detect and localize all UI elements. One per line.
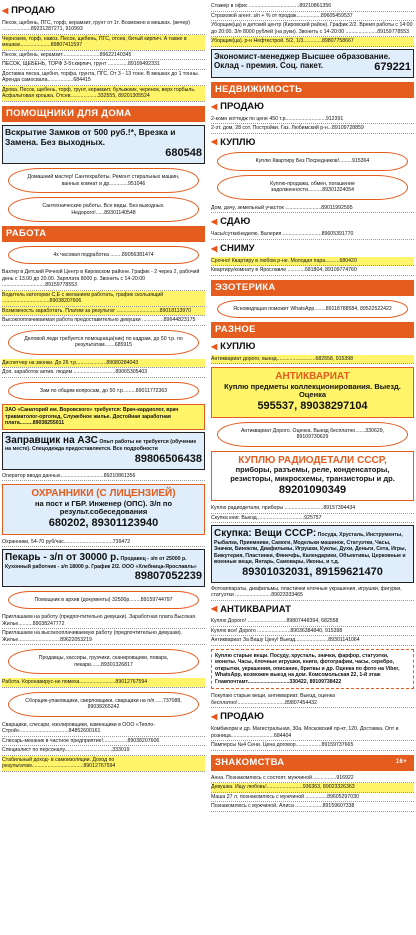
- classified-ad: Маша 27 л. познакомлюсь с мужчиной ...............89605297030: [211, 793, 414, 803]
- classified-ad: Скупка книг. Выезд.................................925757: [211, 514, 414, 524]
- ad-sanatoriy: ЗАО «Санаторий им. Воровского» требуется: Врач-кардиолог, врач травматолог-ортопед, Служебное жилье. Достойная заработная плата.........89038255011: [2, 404, 205, 430]
- classified-ad: Фотоаппараты, диафильмы, пластинки елочные украшения, игрушки, фигурки, статуэтки .........................89023333465: [211, 585, 414, 601]
- ad-oval: Куплю-продажа, обмен, погашение задолженности..........89301324054: [217, 175, 408, 200]
- category-prodayu: ◀ ПРОДАЮ: [2, 5, 55, 16]
- ad-starye-veshi: Куплю старые вещи. Посуду, хрусталь, значки, фарфор, статуэтки, монеты. Часы, ёлочные игрушки, книги, фотографии, часы, серебро, открытки, украшения, описание, бритвы и др. Оценка по фото на Viber, WhatsApp, возможен выезд на дом. Комсомольская 22, 1-й этаж Главпочтамт.............................330422, 89109738422: [211, 649, 414, 690]
- classified-ad: Покупаю старые вещи, антиквариат. Выезд, оценка бесплатно!.................................89807454432: [211, 692, 414, 708]
- classified-ad: Уборщик(ца). р-н Нефтестрой. 5/2, 1/3.............89807758667: [211, 37, 414, 47]
- section-pomoshniki: ПОМОЩНИКИ ДЛЯ ДОМА: [2, 106, 205, 122]
- triangle-icon: ◀: [211, 217, 218, 227]
- classified-ad: Стабильный доход- в самоизоляции. Доход по результатам....................................89012767594: [2, 756, 205, 772]
- classified-ad: Антиквариат За Вашу Цену! Выезд.......................89301141064: [211, 636, 414, 646]
- triangle-icon: ◀: [211, 712, 218, 722]
- classified-ad: Часы/сутки/неделю. Валерия ...........................89605391770: [211, 230, 414, 240]
- classified-ad: Слесарь-механик в частное предприятие!.................89038207606: [2, 737, 205, 747]
- left-column: [2, 2, 205, 772]
- classified-ad: Доп. заработок актив. людям .............................89065305403: [2, 368, 205, 378]
- classified-ad: Высокооплачиваемая работа предоставительно девушки ...............89644823175: [2, 316, 205, 326]
- classified-ad: Специалист по персоналу.................................333019: [2, 746, 205, 756]
- ad-azs: Заправщик на АЗС Опыт работы не требуется (обучение на месте). Спецодежда предоставляется. Все подробности 89806506438: [2, 432, 205, 470]
- triangle-icon: ◀: [211, 341, 218, 351]
- classified-ad: Песок, щебень, ПГС, торф, керамзит, грунт от 1т. Возможно в мешках. (вечер) ....................89231287271, 910993: [2, 19, 205, 35]
- ad-radiodetali: КУПЛЮ РАДИОДЕТАЛИ СССР, приборы, разъемы, реле, конденсаторы, резисторы, микросхемы, транзисторы и др. 89201090349: [211, 451, 414, 502]
- category-prodayu: ◀ ПРОДАЮ: [211, 711, 264, 723]
- classified-ad: Приглашаем на высокооплачиваемую работу (предпочтительно девушки). Жилье.............................89622053219: [2, 629, 205, 645]
- ad-skupka: Скупка: Вещи СССР: Посуда, Хрусталь, Инструменты, Рыбалка, Приемники, Самоги, Модельки машинок, Статуэтки, Часы, Значки, Бинокли, Диафильмы, Игрушки, Куклы, Духи, Деньги, Сета, Игры, Бижутерия, Пластинки, Фянечфь, Календарики, Объективы, Церковные и военные вещи, Янтарь, Самовары, Иконы, и т.д. 89301032031, 89159621470: [211, 525, 414, 582]
- classified-ad: Возможность заработать. Платим за результат ..............................89018113970: [2, 307, 205, 317]
- ad-zamki: Вскрытие Замков от 500 руб.!*, Врезка и Замена. Без выходных. 680548: [2, 125, 205, 164]
- category-kuplyu: ◀ КУПЛЮ: [211, 340, 256, 352]
- classified-ad: Стажер в офис ...................................89210861356: [211, 2, 414, 12]
- ad-oval: Ясновидящая поможет WhatsApp........89118788584, 89522522422: [217, 300, 408, 319]
- section-nedvizhimost: НЕДВИЖИМОСТЬ: [211, 82, 414, 98]
- ad-antikvariat: АНТИКВАРИАТ Куплю предметы коллекционирования. Выезд. Оценка 595537, 89038297104: [211, 367, 414, 418]
- classified-ad: Срочно! Квартиру в любом р-не. Молодая пара..........680420: [211, 257, 414, 267]
- classified-ad: Уборщик(ца) в детский центр (Кировский район). График 2/2. Время работы с 14:00 до 20:00. З/п 8000 рублей (на руки). Звонить с 14-20:00 ......................89159778553: [211, 21, 414, 37]
- classified-ad: Комбикорм и др. Магистральная, 30а. Московский пр-кт, 120. Доставка. Опт и розница..............................684404: [211, 725, 414, 741]
- ad-pekar: Пекарь - з/п от 30000 р. Продавец - з/п от 25000 р. Кухонный работник - з/п 18000 р. График 2/2. ООО «Хлебница-Ярославль» 89807052239: [2, 549, 205, 587]
- classified-ad: Диспетчер на звонки. До 26 т.р.....................89080284043: [2, 359, 205, 369]
- ad-ohranniki: ОХРАННИКИ (С ЛИЦЕНЗИЕЙ) на пост и ГБР. Инженер (ОПС). З/п по результ.собеседования 680202, 89301123940: [2, 484, 205, 535]
- classified-ad: Познакомлюсь с мужчиной. Алиса ...................89159607338: [211, 802, 414, 812]
- classified-ad: Вахтер в Детский Речной Центр в Кировском районе. График - 2 через 2, рабочий день с 13.00 до 20.00. Зарплата 8000 р. Звонить с 14-20:00 ..............................89159778553: [2, 268, 205, 291]
- age-badge: 16+: [393, 757, 410, 769]
- ad-oval: Сантехнические работы. Все виды. Без выходных. Недорого!......89301140548: [8, 197, 199, 222]
- section-rabota: РАБОТА: [2, 226, 205, 242]
- classified-ad: Куплю все! Дорого .......................89036384840, 915398: [211, 627, 414, 637]
- ad-oval: Домашний мастер! Сантехработы. Ремонт стиральных машин, ванных комнат и др.............951046: [8, 168, 199, 193]
- classified-ad: Сварщики, слесари, изолировщики, каменщики в ООО «Тепло-Строй»..................................84852600161: [2, 721, 205, 737]
- triangle-icon: ◀: [211, 101, 218, 111]
- classified-ad: 2-эт. дом, 28 сот. Постройки. Газ. Любимский р-н...89109728859: [211, 124, 414, 134]
- classified-ad: Памперсы №4 Сени. Цена договор..................89159737665: [211, 741, 414, 751]
- ad-economist: Экономист-менеджер Высшее образование. Оклад - премия. Соц. пакет. 679221: [211, 49, 414, 78]
- classified-ad: Анна. Познакомлюсь с состоят. мужчиной.................916922: [211, 774, 414, 784]
- ad-oval: Куплю Квартиру Без Посредников!.........915364: [217, 152, 408, 171]
- category-kuplyu: ◀ КУПЛЮ: [211, 136, 256, 148]
- ad-oval: Антиквариат Дорого. Оценка. Выезд бесплатно.......330629, 89109730629: [217, 422, 408, 447]
- classified-ad: 2-комн коттедж по цене 450 т.р............................912391: [211, 115, 414, 125]
- classified-ad: Квартиру/комнату в Ярославле ............681804, 89109774760: [211, 266, 414, 276]
- ad-oval: Продавцы, кассиры, грузчики, сканировщики, повара, пекари.......89301326817: [8, 649, 199, 674]
- classified-ad: Охранники, 54-70 руб/час..................................739472: [2, 538, 205, 548]
- classified-ad: ПЕСОК, ЩЕБЕНЬ, ТОРФ 3-5т.кирпич, грунт ..............89109492331: [2, 60, 205, 70]
- category-sdayu: ◀ СДАЮ: [211, 216, 251, 228]
- section-ezoterika: ЭЗОТЕРИКА: [211, 280, 414, 296]
- classified-ad: Работа. Коронавирус-не помеха.........................89012767594: [2, 678, 205, 688]
- classified-ad: Девушка. Ищу любовь!.........................936363, 89023326363: [211, 783, 414, 793]
- classified-ad: Куплю Дорого! ...........................89807448394, 682558: [211, 617, 414, 627]
- classified-ad: Песок, щебень, керамзит..........................89622140345: [2, 51, 205, 61]
- category-prodayu: ◀ ПРОДАЮ: [211, 100, 264, 112]
- ad-oval: Сборщик-упаковщики, сверловщики, сварщики на п/п......737088, 89038265242: [8, 692, 199, 717]
- ad-oval: Зам по общим вопросам, до 50 т.р.........89011772363: [8, 382, 199, 401]
- ad-oval: Деловой леди требуется помощница(ник) по кадрам, до 50 т.р. по результатам.......685915: [8, 330, 199, 355]
- triangle-icon: ◀: [211, 604, 218, 614]
- classified-ad: Дом, дачу, земельный участок .........................89011992595: [211, 204, 414, 214]
- classified-ad: Антиквариат дорого, выезд...........................682558, 915398: [211, 355, 414, 365]
- classified-ad: Страховой агент. з/п + % от продаж.................89605459537: [211, 12, 414, 22]
- triangle-icon: ◀: [211, 243, 218, 253]
- classified-ad: Чернозем, торф, навоз. Песок, щебень, ПГС, отсев, битый кирпич. А также в мешках.....................89807411597: [2, 35, 205, 51]
- category-snimu: ◀ СНИМУ: [211, 242, 255, 254]
- ad-oval: 4х часовая подработка ........89056381474: [8, 246, 199, 265]
- triangle-icon: ◀: [2, 5, 9, 15]
- triangle-icon: ◀: [211, 137, 218, 147]
- classified-ad: Доставка песка, щебня, торфа, грунта, ПГС. От 3 - 13 тонн. В мешках до 1 тонны. Аренда самосвала..................684415: [2, 70, 205, 86]
- classified-ad: Водитель категории С,Е с желанием работать, график скользящий .................................89038207606: [2, 291, 205, 307]
- classified-ad: Куплю радиодетали, приборы ...........................89157394434: [211, 504, 414, 514]
- classified-ad: Дрова. Песок, щебень, торф, грунт, керамзит, булыжник, черенок, верх горбыль. Асфальтовая крошка. Отсев...................332555, 89201305524: [2, 86, 205, 102]
- section-raznoe: РАЗНОЕ: [211, 322, 414, 338]
- right-column: [211, 2, 414, 812]
- classified-ad: Оператор ввода данных..............................89210861356: [2, 472, 205, 482]
- classified-ad: Приглашаем на работу (предпочтительно девушки). Заработная плата Высокая. Жилье..........89038247772: [2, 613, 205, 629]
- ad-oval: Помощник в архив (документы) 32500р........89159744797: [8, 591, 199, 610]
- section-znakomstva: ЗНАКОМСТВА 16+: [211, 755, 414, 771]
- category-antikvariat: ◀ АНТИКВАРИАТ: [211, 603, 291, 615]
